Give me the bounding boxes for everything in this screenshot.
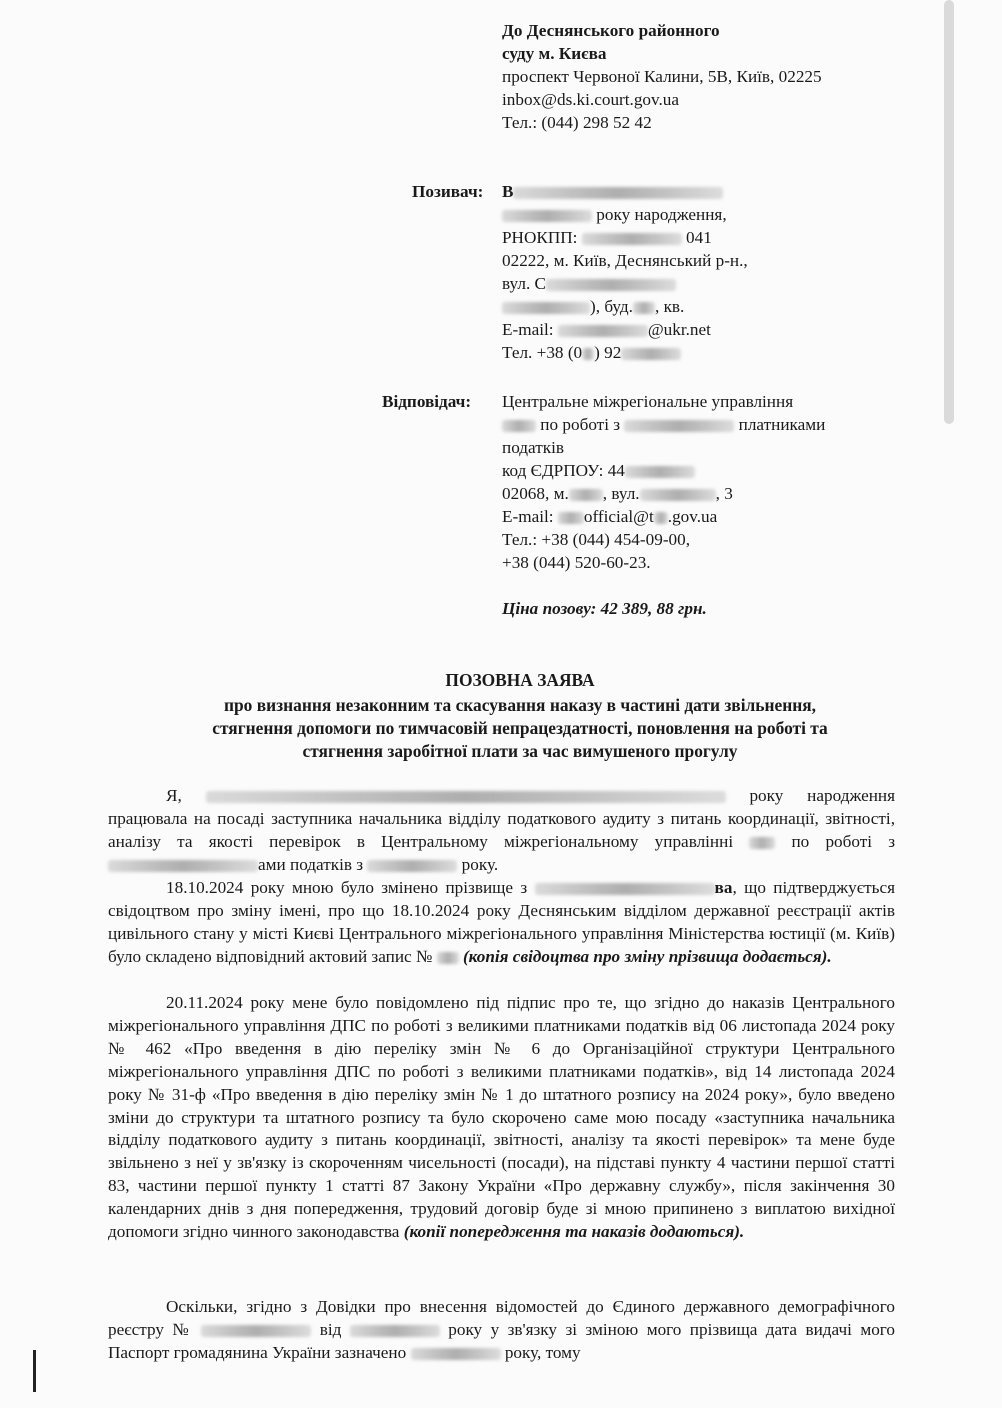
- document-title: ПОЗОВНА ЗАЯВА: [445, 670, 595, 690]
- plaintiff-street-prefix: вул. С: [502, 274, 547, 293]
- redacted-block: [108, 860, 258, 872]
- defendant-name-line2-mid: по роботі з: [540, 415, 621, 434]
- plaintiff-name-prefix: В: [502, 182, 514, 201]
- p1-body: року народження працювала на посаді заступника начальника відділу податкового аудиту з питань координації, звітності, аналізу та якості перевірок в Центральному міжрегіональному управлінні: [108, 786, 896, 851]
- redacted-block: [411, 1348, 501, 1360]
- redacted-block: [625, 466, 695, 478]
- paragraph-1: [108, 785, 895, 877]
- p2-emphasis: (копія свідоцтва про зміну прізвища додається).: [462, 946, 832, 966]
- plaintiff-tax-id: [502, 227, 712, 249]
- plaintiff-phone-prefix: Тел. +38 (0: [502, 343, 583, 362]
- plaintiff-address-line1: 02222, м. Київ, Деснянський р-н.,: [502, 251, 748, 270]
- p1-end: року.: [461, 854, 499, 874]
- document-subtitle-line2: стягнення допомоги по тимчасовій непрацездатності, поновлення на роботі та: [212, 718, 828, 738]
- plaintiff-tax-id-tail: 041: [686, 228, 712, 247]
- plaintiff-phone: [502, 342, 681, 364]
- defendant-address-num: , 3: [715, 484, 733, 503]
- document-subtitle-line3: стягнення заробітної плати за час вимушеного прогулу: [302, 741, 738, 761]
- redacted-block: [582, 348, 594, 360]
- p4-body: року у зв'язку зі зміною мого прізвища дата видачі мого Паспорт громадянина України зазначено: [108, 1319, 896, 1362]
- defendant-name-line1: Центральне міжрегіональне управління: [502, 392, 794, 411]
- redacted-block: [558, 512, 584, 524]
- defendant-edrpou-head: 44: [607, 461, 625, 480]
- plaintiff-birth-suffix: року народження,: [596, 205, 727, 224]
- p4-from: від: [319, 1319, 342, 1339]
- plaintiff-street: [502, 273, 676, 295]
- defendant-name-line2-tail: платниками: [738, 415, 826, 434]
- redacted-block: [201, 1325, 311, 1337]
- redacted-block: [502, 420, 536, 432]
- plaintiff-building-text: ), буд.: [590, 297, 633, 316]
- p4-start: Оскільки, згідно з Довідки про внесення відомостей до Єдиного державного демографічного реєстру №: [108, 1297, 895, 1339]
- court-address: проспект Червоної Калини, 5В, Київ, 02225: [502, 67, 822, 86]
- p3-emphasis: (копії попередження та наказів додаються).: [403, 1222, 745, 1242]
- defendant-email-mid: official@t: [583, 507, 654, 526]
- p3-body: 20.11.2024 року мене було повідомлено під підпис про те, що згідно до наказів Центрального міжрегіонального управління ДПС по роботі з великими платниками податків від 06 листопада 2024 року № 462 «Про введення в дію переліку змін № 6 до Організаційної структури Центрального міжрегіонального управління ДПС по роботі з великими платниками податків», від 14 листопада 2024 року № 31-ф «Про введення в дію переліку змін № 1 до штатного розпису на 2024 року», було введено зміни до структури та штатного розпису та було скорочено саме мою посаду «заступника начальника відділу податкового аудиту з питань координації, звітності, аналізу та якості перевірок» та мене буде звільнено з неї у зв'язку із скороченням чисельності (посади), на підставі пункту 4 частини першої статті 83, частини першої пункту 1 статті 87 Закону України «Про державну службу», після закінчення 30 календарних днів з дня попередження, трудовий договір буде зі мною припинено з виплатою вихідної допомоги згідно чинного законодавства: [108, 993, 895, 1242]
- defendant-name-line3: податків: [502, 438, 564, 457]
- redacted-block: [502, 302, 590, 314]
- paragraph-2: [108, 877, 895, 969]
- redacted-block: [206, 791, 726, 803]
- plaintiff-phone-mid: ) 92: [594, 343, 622, 362]
- defendant-email: [502, 506, 717, 528]
- defendant-name-line2: [502, 414, 825, 436]
- redacted-block: [437, 952, 459, 964]
- plaintiff-tax-id-label: РНОКПП:: [502, 228, 578, 247]
- paragraph-4: [108, 1296, 895, 1365]
- redacted-block: [558, 325, 648, 337]
- redacted-block: [546, 279, 676, 291]
- defendant-label: Відповідач:: [382, 392, 472, 411]
- plaintiff-birth: [502, 204, 727, 226]
- redacted-block: [502, 210, 592, 222]
- plaintiff-name: [502, 181, 723, 203]
- p1-body-2: по роботі з: [791, 831, 896, 851]
- redacted-block: [350, 1325, 440, 1337]
- plaintiff-email-label: E-mail:: [502, 320, 554, 339]
- court-phone: Тел.: (044) 298 52 42: [502, 113, 652, 132]
- defendant-address-prefix: 02068, м.: [502, 484, 569, 503]
- plaintiff-label: Позивач:: [412, 182, 484, 201]
- redacted-block: [582, 233, 682, 245]
- defendant-edrpou: [502, 460, 695, 482]
- defendant-email-label: E-mail:: [502, 507, 554, 526]
- p2-bold: ва: [714, 878, 733, 897]
- redacted-block: [654, 512, 668, 524]
- p4-end: року, тому: [504, 1342, 581, 1362]
- plaintiff-email: [502, 319, 711, 341]
- redacted-block: [633, 302, 655, 314]
- defendant-phone2: +38 (044) 520-60-23.: [502, 553, 651, 572]
- redacted-block: [640, 489, 716, 501]
- paragraph-3: [108, 992, 895, 1244]
- p1-start: Я,: [166, 786, 182, 805]
- redacted-block: [367, 860, 457, 872]
- court-name-line1: До Деснянського районного: [502, 21, 720, 40]
- redacted-block: [624, 420, 734, 432]
- plaintiff-email-tail: @ukr.net: [647, 320, 711, 339]
- claim-price: Ціна позову: 42 389, 88 грн.: [502, 599, 707, 618]
- defendant-phone1: Тел.: +38 (044) 454-09-00,: [502, 530, 691, 549]
- redacted-block: [749, 837, 775, 849]
- p2-body: , що підтверджується свідоцтвом про зміну імені, про що 18.10.2024 року Деснянським відділом державної реєстрації актів цивільного стану у місті Києві Центрального міжрегіонального управління Міністерства юстиції (м. Київ) було складено відповідний актовий запис №: [108, 878, 896, 966]
- defendant-address-street: , вул.: [602, 484, 640, 503]
- defendant-edrpou-label: код ЄДРПОУ:: [502, 461, 604, 480]
- document-subtitle-line1: про визнання незаконним та скасування наказу в частині дати звільнення,: [223, 695, 817, 715]
- court-name-line2: суду м. Києва: [502, 44, 607, 63]
- redacted-block: [569, 489, 603, 501]
- defendant-email-tail: .gov.ua: [667, 507, 718, 526]
- redacted-block: [621, 348, 681, 360]
- plaintiff-apartment-text: , кв.: [654, 297, 685, 316]
- defendant-address: [502, 483, 733, 505]
- redacted-block: [513, 187, 723, 199]
- plaintiff-building: [502, 296, 684, 318]
- court-email: inbox@ds.ki.court.gov.ua: [502, 90, 680, 109]
- redacted-block: [535, 883, 715, 895]
- scrollbar[interactable]: [944, 0, 954, 424]
- text-cursor-mark: [33, 1350, 36, 1392]
- p1-body-3: ами податків з: [258, 854, 364, 874]
- p2-start: 18.10.2024 року мною було змінено прізвище з: [166, 878, 528, 897]
